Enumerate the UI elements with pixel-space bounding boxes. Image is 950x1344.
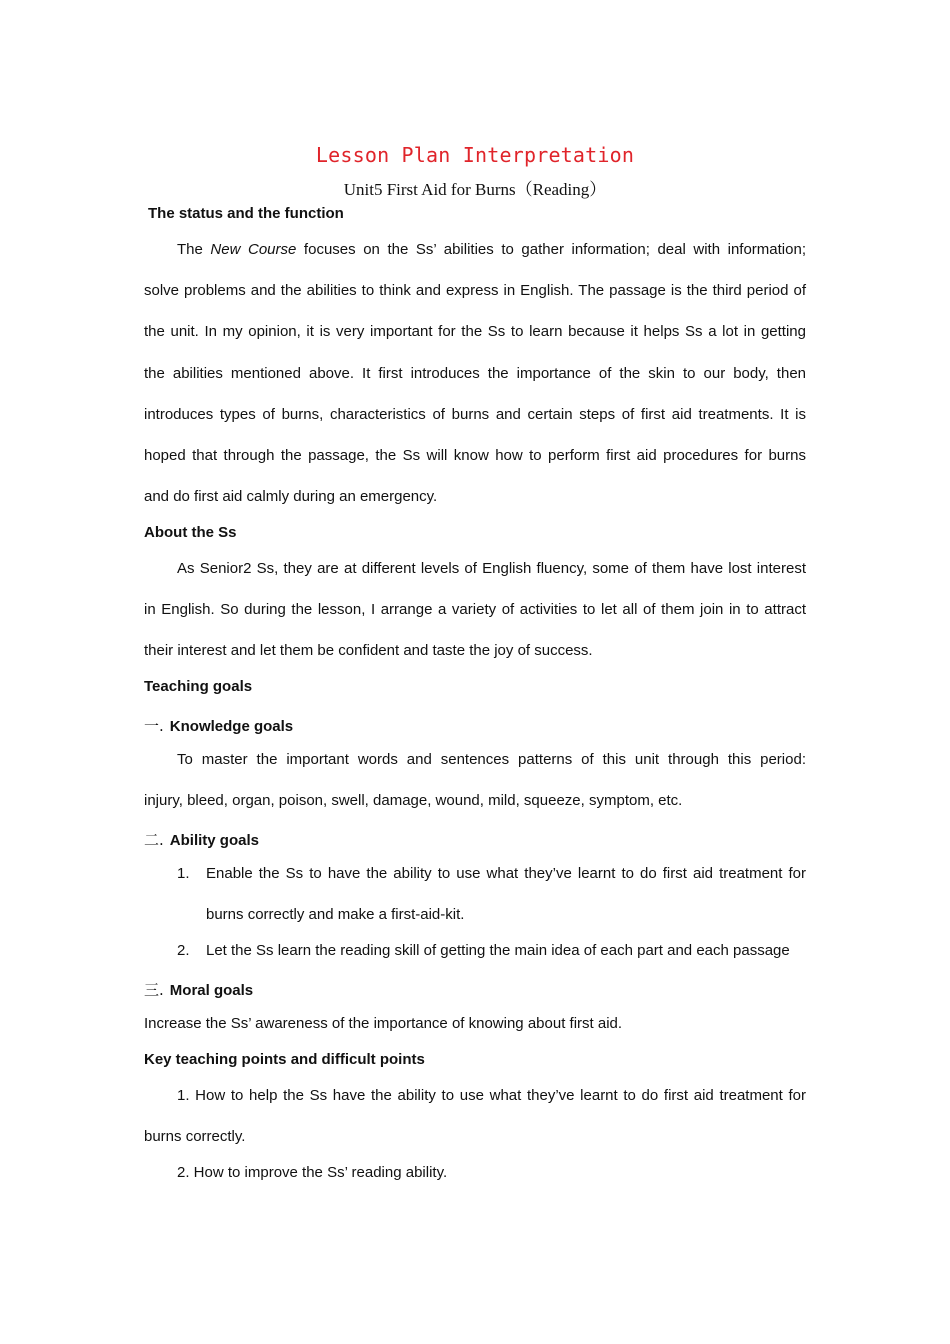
ability-item-2-number: 2. xyxy=(177,942,190,959)
knowledge-heading-label: Knowledge goals xyxy=(169,718,294,735)
ability-item-1-line-2: burns correctly and make a first-aid-kit. xyxy=(206,906,465,923)
status-paragraph-line-5: introduces types of burns, characteristics of burns and certain steps of first aid treatments. It is xyxy=(144,406,806,423)
heading-key-points: Key teaching points and difficult points xyxy=(144,1051,425,1068)
status-paragraph-rest: focuses on the Ss’ abilities to gather information; deal with information; xyxy=(296,241,806,258)
heading-knowledge-goals xyxy=(144,715,293,736)
status-paragraph-line-6: hoped that through the passage, the Ss will know how to perform first aid procedures for burns xyxy=(144,447,806,464)
key-point-1-line-2: burns correctly. xyxy=(144,1128,246,1145)
ability-heading-label: Ability goals xyxy=(169,832,259,849)
knowledge-marker: 一. xyxy=(144,717,164,735)
heading-ability-goals xyxy=(144,829,259,850)
key-point-2-line-1: 2. How to improve the Ss’ reading ability. xyxy=(177,1164,448,1181)
document-title: Lesson Plan Interpretation xyxy=(315,143,635,167)
moral-marker: 三. xyxy=(144,981,164,999)
status-paragraph-line-4: the abilities mentioned above. It first introduces the importance of the skin to our body, then xyxy=(144,365,806,382)
status-paragraph-line-1 xyxy=(177,241,806,258)
knowledge-paragraph-line-1: To master the important words and sentences patterns of this unit through this period: xyxy=(177,751,806,768)
about-paragraph-line-3: their interest and let them be confident and taste the joy of success. xyxy=(144,642,593,659)
key-point-1-line-1: 1. How to help the Ss have the ability to use what they’ve learnt to do first aid treatment for xyxy=(177,1087,806,1104)
heading-teaching-goals: Teaching goals xyxy=(144,678,253,695)
status-paragraph-italic: New Course xyxy=(210,241,297,258)
status-paragraph-line-7: and do first aid calmly during an emergency. xyxy=(144,488,438,505)
moral-paragraph-line: Increase the Ss’ awareness of the importance of knowing about first aid. xyxy=(144,1015,623,1032)
moral-heading-label: Moral goals xyxy=(169,982,254,999)
ability-item-2-line-1: Let the Ss learn the reading skill of getting the main idea of each part and each passage xyxy=(206,942,790,959)
about-paragraph-line-2: in English. So during the lesson, I arrange a variety of activities to let all of them join in to attract xyxy=(144,601,806,618)
heading-about-ss: About the Ss xyxy=(144,524,237,541)
knowledge-paragraph-line-2: injury, bleed, organ, poison, swell, damage, wound, mild, squeeze, symptom, etc. xyxy=(144,792,683,809)
heading-status-function: The status and the function xyxy=(148,205,344,222)
status-paragraph-prefix: The xyxy=(177,241,211,258)
status-paragraph-line-3: the unit. In my opinion, it is very important for the Ss to learn because it helps Ss a lot in getting xyxy=(144,323,806,340)
ability-item-1-line-1: Enable the Ss to have the ability to use what they’ve learnt to do first aid treatment for xyxy=(206,865,806,882)
heading-moral-goals xyxy=(144,979,253,1000)
ability-marker: 二. xyxy=(144,831,164,849)
about-paragraph-line-1: As Senior2 Ss, they are at different levels of English fluency, some of them have lost interest xyxy=(177,560,806,577)
ability-item-1-number: 1. xyxy=(177,865,190,882)
document-subtitle: Unit5 First Aid for Burns（Reading） xyxy=(343,180,607,199)
status-paragraph-line-2: solve problems and the abilities to think and express in English. The passage is the third period of xyxy=(144,282,806,299)
